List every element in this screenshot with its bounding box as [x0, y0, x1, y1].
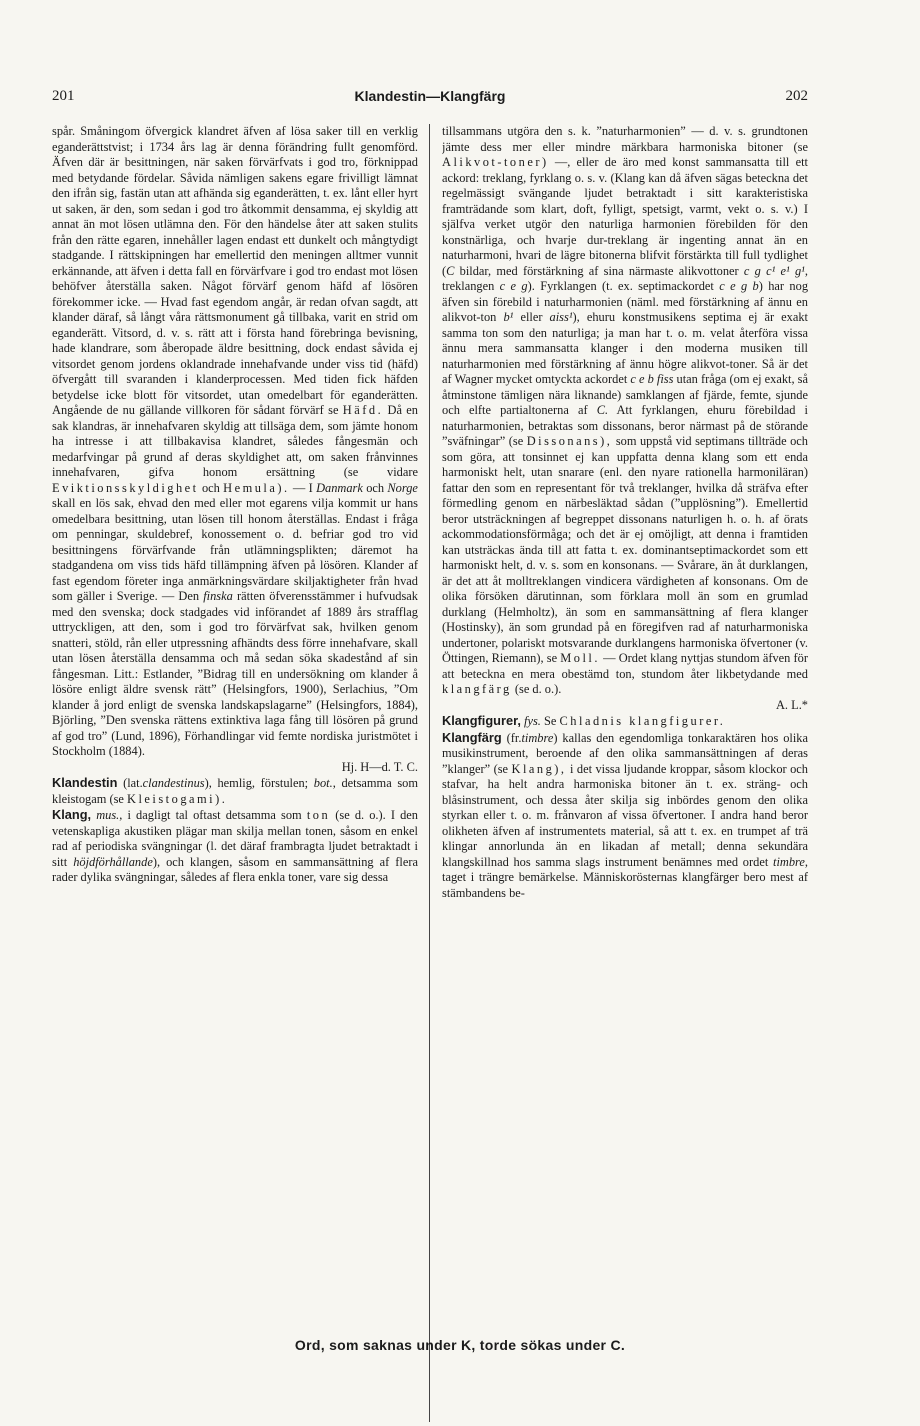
- headword: Klangfigurer,: [442, 713, 521, 728]
- author-signature: Hj. H—d. T. C.: [341, 759, 418, 774]
- page-number-right: 202: [785, 88, 808, 104]
- entry-klang-continuation: tillsammans utgöra den s. k. ”naturharmonien” — d. v. s. grundtonen jämte dess mer eller mindre märkbara harmoniska bitoner (se Alikvot-toner) —, eller de äro med konst sammansatta till ett ackord: treklang, fyrklang o. s. v. (Klang kan då äfven sägas beteckna det regelmässigt svängande ljudet betraktadt i sitt karakteristiska framträdande som klart, doft, fylligt, spetsigt, varmt, vekt o. s. v.) I själfva verket utgör den naturliga harmonien förebilden för den konstnärliga, och hvarje dur-treklang är ingenting annat än en naturharmoni, hvari de lägre bitonerna blifvit förstärkta till full tydlighet (C bildar, med förstärkning af sina närmaste alikvottoner c g c¹ e¹ g¹, treklangen c e g). Fyrklangen (t. ex. septimackordet c e g b) har nog äfven sin förebild i naturharmonien (näml. med förstärkning af ännu en alikvot-ton b¹ eller aiss¹), ehuru konstmusikens septima ej är exakt samma ton som den naturliga; ja man har t. o. m. velat återföra vissa ännu mera sammansatta klanger i den moderna musiken till naturharmonien med förstärkning af ännu högre alikvot-toner. Så är det af Wagner mycket omtyckta ackordet c e b fiss utan fråga (om ej exakt, så åtminstone tämligen nära liknande) samklangen af fjärde, femte, sjunde och elfte partialtonerna af C. Att fyrklangen, ehuru förebildad i naturharmonien, betraktas som dissonans, beror närmast på de störande ”sväfningar” (se Dissonans), som uppstå vid septimans tillträde och som göra, att tonsinnet ej kan uppfatta denna klang som ett enda harmoniskt helt, utan snarare (enl. den nyare rationella harmoniläran) fattar den som en representant för två treklanger, hvilka då sträfva efter förmedling genom en närbesläktad sådan (”upplösning”). Emellertid beror utsträckningen af begreppet dissonans naturligen h. o. h. af örats ackommodationsförmåga; och det är ej omöjligt, att denna i framtiden kan utsträckas ända till att fatta t. ex. dominantseptimackordet som ett harmoniskt helt, d. v. s. som en konsonans. — Svårare, än åt durklangen, är det att åt molltreklangen vindicera värdigheten af konsonans. Om de olika försöken därutinnan, som förklara moll än som en grumlad durklang (Helmholtz), än som en sammansättning af flera klanger (Hostinsky), än som grundad på en föregifven rad af naturharmoniska undertoner, polariskt motsvarande durklangens harmoniska öfvertoner (v. Öttingen, Riemann), se Moll. — Ordet klang nyttjas stundom äfven för att beteckna en mera obestämd ton, stundom åter likbetydande med klangfärg (se d. o.). A. L.*: [442, 124, 808, 712]
- author-signature: A. L.*: [775, 697, 808, 712]
- page-number-left: 201: [52, 88, 75, 104]
- entry-klandestin: Klandestin (lat.clandestinus), hemlig, förstulen; bot., detsamma som kleistogam (se Kleistogami).: [52, 775, 418, 806]
- klander-article-continuation: spår. Småningom öfvergick klandret äfven af lösa saker till en verklig eganderättstvist; i 1734 års lag är denna förändring fullt genomförd. Äfven där är besittningen, när saken förvärfvats i god tro, förknippad med betydande fördelar. Såvida nämligen sakens egare frivilligt lämnat den ifrån sig, fastän utan att afhända sig eganderätten, t. ex. lånt eller hyrt ut saken, är den, som sedan i god tro åtkommit densamma, ej skyldig att annat än mot lösen utlämna den. För den händelse åter att saken stulits från den rätte egaren, innehåller lagen endast ett dunkelt och mångtydigt stadgande. I rättskipningen har emellertid den meningen alltmer vunnit erkännande, att äfven i detta fall en förvärfvare i god tro endast mot lösen behöfver återställa saken. Något förvärf genom häfd af lösören förekommer icke. — Hvad fast egendom angår, är redan ofvan sagdt, att klander däraf, så långt våra rättsmonument gå tillbaka, varit en strid om eganderätt. Vitsord, d. v. s. rätt att i första hand förebringa bevisning, hade klandrare, som åberopade äldre besittning, dock endast såvida ej vitsordet genom jordens oklandrade innehafvande under viss tid (häfd) öfvergått till svaranden i klanderprocessen. Med tiden fick häfden betydelse icke blott för vitsordet, utan omedelbart för eganderätten. Angående de nu gällande villkoren för sådant förvärf se Häfd. Då en sak klandras, är innehafvaren skyldig att tillsäga dem, som jämte honom ha intresse i att tillbakavisa klandret, således fångesmän och medarfvingar på grund af deras skyldighet att, om saken frånvinnes innehafvaren, gifva honom ersättning (se vidare Eviktionsskyldighet och Hemula). — I Danmark och Norge skall en lös sak, ehvad den med eller mot egarens vilja kommit ur hans omedelbara besittning, utan lösen till honom återställas. Endast i fråga om penningar, skuldebref, konossement o. d. befriar god tro vid besittningens förvärfvande från utlämningsplikten; däremot ha stadgandena om viss tids häfd tillämpning äfven på lösören. Klander af fast egendom företer inga anmärkningsvärdare skiljaktigheter från hvad som gäller i Sverige. — Den finska rätten öfverensstämmer i hufvudsak med den svenska; dock stadgades vid införandet af 1889 års strafflag uttryckligen, att den, som i god tro förvärfvat sak, hvilken genom snatteri, stöld, rån eller utpressning afhändts dess förre innehafvare, skall utan lösen återställa densamma och må sedan söka skadestånd af sin fångesman. Litt.: Estlander, ”Bidrag till en undersökning om klander å lösöre enligt äldre svensk rätt” (Helsingfors, 1900), Serlachius, ”Om klander å jord enligt de svenska landskapslagarne” (Helsingfors, 1884), Björling, ”Den svenska rättens extinktiva laga fång till lösören på grund af god tro” (Lund, 1896), Förhandlingar vid femte nordiska juristmötet i Stockholm (1884). Hj. H—d. T. C.: [52, 124, 418, 774]
- headword: Klang,: [52, 807, 92, 822]
- page-header: [52, 88, 808, 110]
- headword: Klandestin: [52, 775, 118, 790]
- entry-klangfigurer: Klangfigurer, fys. Se Chladnis klangfigurer.: [442, 713, 726, 728]
- left-column: [52, 124, 418, 1426]
- running-title: Klandestin—Klangfärg: [354, 88, 506, 104]
- page-footer-note: Ord, som saknas under K, torde sökas under C.: [294, 1337, 626, 1353]
- column-divider: [429, 124, 430, 1422]
- right-column: [442, 124, 808, 1426]
- entry-klangfarg: Klangfärg (fr.timbre) kallas den egendomliga tonkaraktären hos olika musikinstrument, beroende af den olika sammansättningen af deras ”klanger” (se Klang), i det vissa ljudande kroppar, såsom klockor och stafvar, ha helt andra harmoniska bitoner än t. ex. sträng- och blåsinstrument, och dessa åter skilja sig inbördes genom den olika styrkan eller t. o. m. frånvaron af vissa öfvertoner. I andra hand beror olikheten äfven af instrumentets material, så att t. ex. en trumpet af trä klingar annorlunda än en likadan af metall; denna sekundära klangskillnad hos samma slags instrument benämnes med ordet timbre, taget i trängre bemärkelse. Människorösternas klangfärger bero mest af stämbandens be-: [442, 729, 808, 900]
- entry-klang: Klang, mus., i dagligt tal oftast detsamma som ton (se d. o.). I den vetenskapliga akustiken plägar man skilja mellan tonen, såsom en enkel rad af periodiska svängningar (l. det däraf frambragta ljudet betraktadt i sitt höjdförhållande), och klangen, såsom en sammansättning af flera rader dylika svängningar, således af flera enkla toner, vare sig dessa: [52, 807, 418, 884]
- headword: Klangfärg: [442, 729, 502, 745]
